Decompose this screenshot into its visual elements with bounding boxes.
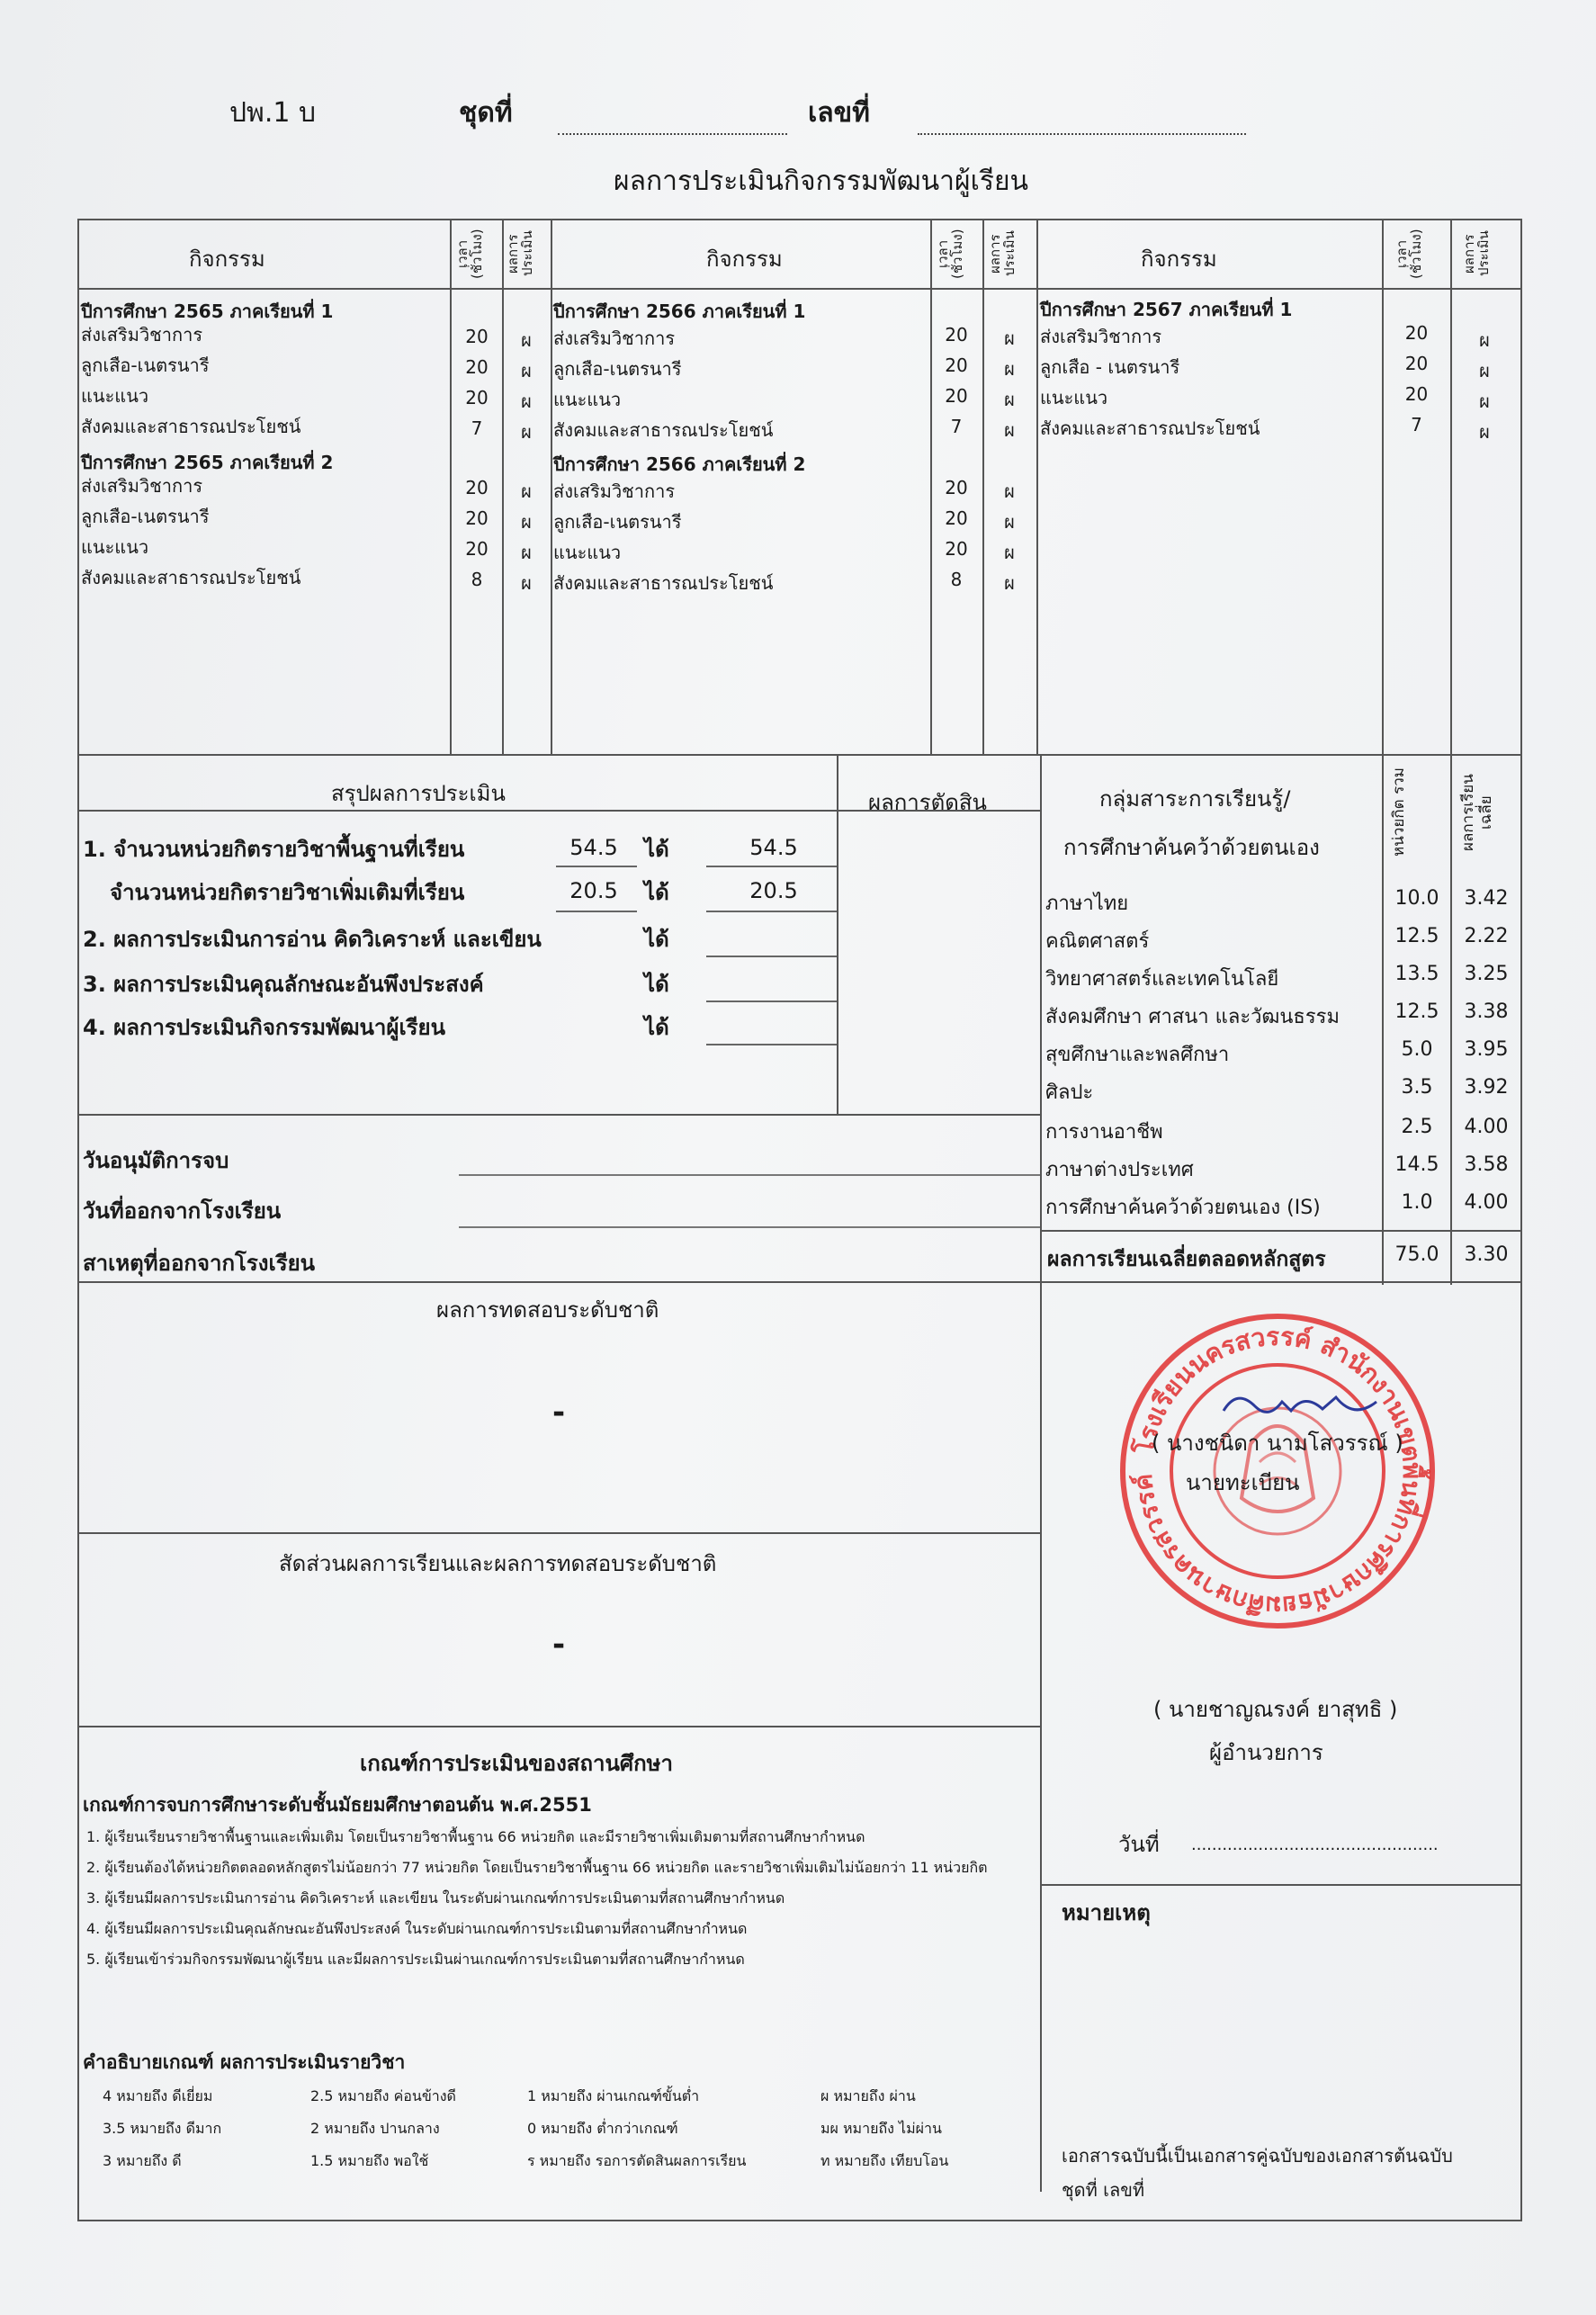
activity-hours: 20 — [465, 356, 489, 378]
activity-result: ผ — [1479, 360, 1490, 381]
activity-result: ผ — [1004, 389, 1015, 410]
col-grade: ผลการเรียน เฉลี่ย — [1459, 774, 1495, 851]
activity-name: สังคมและสาธารณประโยชน์ — [553, 572, 774, 594]
legend-item: 4 หมายถึง ดีเยี่ยม — [103, 2087, 213, 2104]
got-label: ได้ — [644, 972, 669, 997]
activity-hours: 20 — [465, 507, 489, 529]
summary-item-2: 2. ผลการประเมินการอ่าน คิดวิเคราะห์ และเขียน — [83, 927, 542, 952]
activity-name: สังคมและสาธารณประโยชน์ — [1040, 417, 1260, 439]
activity-name: ส่งเสริมวิชาการ — [553, 328, 676, 349]
remarks-note-1: เอกสารฉบับนี้เป็นเอกสารคู่ฉบับของเอกสารต้นฉบับ — [1062, 2145, 1453, 2167]
subject-grade: 3.25 — [1464, 963, 1509, 985]
summary-item-1b-got: 20.5 — [749, 878, 798, 903]
summary-item-1a: 1. จำนวนหน่วยกิตรายวิชาพื้นฐานที่เรียน — [83, 837, 465, 862]
legend-item: มผ หมายถึง ไม่ผ่าน — [820, 2120, 942, 2137]
summary-item-1a-value: 54.5 — [569, 835, 618, 860]
subject-grade: 3.58 — [1464, 1153, 1509, 1176]
activity-result: ผ — [1004, 480, 1015, 502]
activity-name: ส่งเสริมวิชาการ — [1040, 326, 1162, 347]
legend-title: คำอธิบายเกณฑ์ ผลการประเมินรายวิชา — [83, 2051, 406, 2073]
col-hours-3: เวลา (ชั่วโมง) — [1394, 229, 1424, 279]
activity-hours: 20 — [1404, 353, 1429, 374]
activity-name: ลูกเสือ - เนตรนารี — [1040, 356, 1180, 378]
subject-name: ภาษาไทย — [1045, 893, 1129, 915]
activity-result: ผ — [521, 421, 532, 443]
criteria-item: 5. ผู้เรียนเข้าร่วมกิจกรรมพัฒนาผู้เรียน และมีผลการประเมินผ่านเกณฑ์การประเมินตามที่สถานศึกษากำหนด — [86, 1951, 745, 1968]
decision-title: ผลการตัดสิน — [868, 790, 987, 815]
total-credits: 75.0 — [1394, 1243, 1439, 1266]
activity-hours: 20 — [465, 387, 489, 408]
activity-hours: 20 — [465, 477, 489, 498]
legend-item: ร หมายถึง รอการตัดสินผลการเรียน — [527, 2152, 747, 2169]
activity-hours: 20 — [945, 354, 968, 376]
activity-name: แนะแนว — [81, 385, 149, 407]
activity-name: ส่งเสริมวิชาการ — [553, 480, 676, 502]
term-title: ปีการศึกษา 2567 ภาคเรียนที่ 1 — [1040, 299, 1293, 320]
signature-icon — [1219, 1384, 1381, 1429]
form-code: ปพ.1 บ — [229, 97, 317, 129]
activity-result: ผ — [521, 572, 532, 594]
legend-item: 1 หมายถึง ผ่านเกณฑ์ขั้นต่ำ — [527, 2087, 700, 2104]
subject-grade: 3.38 — [1464, 1000, 1509, 1023]
number-label: เลขที่ — [808, 97, 870, 129]
activity-hours: 20 — [1404, 322, 1429, 344]
subject-grade: 3.92 — [1464, 1076, 1509, 1099]
legend-item: ผ หมายถึง ผ่าน — [820, 2087, 916, 2104]
registrar-title: นายทะเบียน — [1186, 1470, 1300, 1495]
summary-item-1b: จำนวนหน่วยกิตรายวิชาเพิ่มเติมที่เรียน — [110, 880, 465, 905]
activity-name: ส่งเสริมวิชาการ — [81, 475, 203, 497]
criteria-subtitle: เกณฑ์การจบการศึกษาระดับชั้นมัธยมศึกษาตอนต้น พ.ศ.2551 — [83, 1794, 592, 1816]
legend-item: 0 หมายถึง ต่ำกว่าเกณฑ์ — [527, 2120, 678, 2137]
activity-hours: 20 — [945, 385, 968, 407]
col-hours-2: เวลา (ชั่วโมง) — [935, 229, 965, 279]
col-activity-2: กิจกรรม — [706, 247, 783, 272]
activity-result: ผ — [1004, 358, 1015, 380]
subject-name: วิทยาศาสตร์และเทคโนโลยี — [1045, 968, 1279, 991]
activity-hours: 7 — [471, 417, 483, 439]
subject-credits: 13.5 — [1394, 963, 1439, 985]
col-result-3: ผลการ ประเมิน — [1461, 230, 1492, 277]
activity-hours: 7 — [1411, 414, 1422, 435]
got-label: ได้ — [644, 1015, 669, 1040]
subject-name: ภาษาต่างประเทศ — [1045, 1159, 1194, 1181]
subject-credits: 3.5 — [1401, 1076, 1433, 1099]
activity-name: ลูกเสือ-เนตรนารี — [553, 511, 682, 533]
section-title: ผลการประเมินกิจกรรมพัฒนาผู้เรียน — [614, 166, 1029, 197]
activity-name: ส่งเสริมวิชาการ — [81, 324, 203, 345]
set-label: ชุดที่ — [459, 97, 513, 129]
registrar-name: ( นางชนิดา นามโสวรรณ์ ) — [1152, 1431, 1403, 1456]
number-line — [918, 133, 1246, 135]
criteria-item: 4. ผู้เรียนมีผลการประเมินคุณลักษณะอันพึงประสงค์ ในระดับผ่านเกณฑ์การประเมินตามที่สถานศึกษากำหนด — [86, 1920, 748, 1937]
activity-result: ผ — [1004, 419, 1015, 441]
criteria-item: 3. ผู้เรียนมีผลการประเมินการอ่าน คิดวิเคราะห์ และเขียน ในระดับผ่านเกณฑ์การประเมินตามที่สถานศึกษากำหนด — [86, 1889, 785, 1907]
criteria-title: เกณฑ์การประเมินของสถานศึกษา — [360, 1751, 673, 1776]
subject-name: การศึกษาค้นคว้าด้วยตนเอง (IS) — [1045, 1197, 1321, 1219]
ratio-value: - — [552, 1627, 566, 1663]
activity-result: ผ — [521, 360, 532, 381]
got-label: ได้ — [644, 837, 669, 862]
activity-name: สังคมและสาธารณประโยชน์ — [81, 416, 301, 437]
activity-hours: 20 — [945, 538, 968, 560]
summary-item-3: 3. ผลการประเมินคุณลักษณะอันพึงประสงค์ — [83, 972, 484, 997]
activity-result: ผ — [521, 390, 532, 412]
remarks-title: หมายเหตุ — [1062, 1900, 1151, 1925]
subject-name: สังคมศึกษา ศาสนา และวัฒนธรรม — [1045, 1006, 1340, 1028]
legend-item: 2.5 หมายถึง ค่อนข้างดี — [310, 2087, 456, 2104]
activity-result: ผ — [521, 480, 532, 502]
activity-hours: 20 — [465, 326, 489, 347]
subject-credits: 2.5 — [1401, 1116, 1433, 1138]
total-grade: 3.30 — [1464, 1243, 1509, 1266]
activity-result: ผ — [1479, 390, 1490, 412]
subject-name: คณิตศาสตร์ — [1045, 930, 1150, 953]
subjects-header-1: กลุ่มสาระการเรียนรู้/ — [1099, 786, 1291, 812]
subject-credits: 12.5 — [1394, 1000, 1439, 1023]
activity-name: สังคมและสาธารณประโยชน์ — [553, 419, 774, 441]
subject-grade: 4.00 — [1464, 1116, 1509, 1138]
legend-item: 2 หมายถึง ปานกลาง — [310, 2120, 440, 2137]
col-credits: หน่วยกิต รวม — [1390, 767, 1408, 857]
col-result-1: ผลการ ประเมิน — [505, 230, 535, 277]
summary-item-1a-got: 54.5 — [749, 835, 798, 860]
subject-credits: 14.5 — [1394, 1153, 1439, 1176]
date-label: วันที่ — [1118, 1832, 1160, 1857]
subject-credits: 10.0 — [1394, 887, 1439, 910]
stamp-text: โรงเรียนนครสวรรค์ สำนักงานเขตพื้นที่การศึกษามัธยมศึกษานครสวรรค์ — [1127, 1321, 1428, 1621]
col-result-2: ผลการ ประเมิน — [987, 230, 1018, 277]
national-test-title: ผลการทดสอบระดับชาติ — [436, 1297, 659, 1323]
got-label: ได้ — [644, 880, 669, 905]
col-activity-1: กิจกรรม — [189, 247, 265, 272]
activity-name: ลูกเสือ-เนตรนารี — [81, 506, 210, 527]
term-title: ปีการศึกษา 2565 ภาคเรียนที่ 1 — [81, 301, 334, 322]
activity-hours: 20 — [465, 538, 489, 560]
set-number-line — [558, 133, 787, 135]
total-label: ผลการเรียนเฉลี่ยตลอดหลักสูตร — [1047, 1248, 1326, 1271]
summary-item-4: 4. ผลการประเมินกิจกรรมพัฒนาผู้เรียน — [83, 1015, 446, 1040]
subject-credits: 12.5 — [1394, 925, 1439, 947]
activity-hours: 8 — [471, 569, 483, 590]
director-title: ผู้อำนวยการ — [1209, 1740, 1323, 1765]
activity-result: ผ — [1004, 542, 1015, 563]
activity-hours: 20 — [1404, 383, 1429, 405]
activity-name: ลูกเสือ-เนตรนารี — [81, 354, 210, 376]
col-hours-1: เวลา (ชั่วโมง) — [454, 229, 485, 279]
legend-item: 3.5 หมายถึง ดีมาก — [103, 2120, 222, 2137]
subject-grade: 2.22 — [1464, 925, 1509, 947]
activity-name: แนะแนว — [553, 389, 622, 410]
ratio-title: สัดส่วนผลการเรียนและผลการทดสอบระดับชาติ — [279, 1551, 717, 1576]
date-dots: ................................................ — [1191, 1835, 1439, 1854]
summary-title: สรุปผลการประเมิน — [331, 781, 506, 806]
activity-name: สังคมและสาธารณประโยชน์ — [81, 567, 301, 588]
legend-item: 3 หมายถึง ดี — [103, 2152, 182, 2169]
activity-hours: 8 — [950, 569, 963, 590]
subject-grade: 4.00 — [1464, 1191, 1509, 1214]
activity-hours: 20 — [945, 477, 968, 498]
legend-item: 1.5 หมายถึง พอใช้ — [310, 2152, 429, 2169]
criteria-item: 2. ผู้เรียนต้องได้หน่วยกิตตลอดหลักสูตรไม่น้อยกว่า 77 หน่วยกิต โดยเป็นรายวิชาพื้นฐาน 66 หน่วยกิต และรายวิชาเพิ่มเติมไม่น้อยกว่า 11 หน่วยกิต — [86, 1859, 988, 1876]
got-label: ได้ — [644, 927, 669, 952]
subjects-header-2: การศึกษาค้นคว้าด้วยตนเอง — [1063, 835, 1320, 860]
approve-date-label: วันอนุมัติการจบ — [83, 1148, 229, 1173]
activity-result: ผ — [1479, 421, 1490, 443]
subject-name: การงานอาชีพ — [1045, 1121, 1163, 1144]
summary-item-1b-value: 20.5 — [569, 878, 618, 903]
leave-reason-label: สาเหตุที่ออกจากโรงเรียน — [83, 1251, 316, 1276]
leave-date-label: วันที่ออกจากโรงเรียน — [83, 1198, 282, 1224]
subject-name: สุขศึกษาและพลศึกษา — [1045, 1044, 1230, 1066]
activity-name: แนะแนว — [1040, 387, 1108, 408]
subject-grade: 3.42 — [1464, 887, 1509, 910]
subject-name: ศิลปะ — [1045, 1081, 1094, 1104]
term-title: ปีการศึกษา 2566 ภาคเรียนที่ 2 — [553, 453, 806, 475]
activity-name: แนะแนว — [553, 542, 622, 563]
term-title: ปีการศึกษา 2566 ภาคเรียนที่ 1 — [553, 301, 806, 322]
activity-result: ผ — [1004, 572, 1015, 594]
activity-hours: 7 — [950, 416, 963, 437]
activity-hours: 20 — [945, 324, 968, 345]
subject-grade: 3.95 — [1464, 1038, 1509, 1061]
legend-item: ท หมายถึง เทียบโอน — [820, 2152, 949, 2169]
col-activity-3: กิจกรรม — [1141, 247, 1217, 272]
activity-result: ผ — [1004, 328, 1015, 349]
activity-name: แนะแนว — [81, 536, 149, 558]
criteria-item: 1. ผู้เรียนเรียนรายวิชาพื้นฐานและเพิ่มเติม โดยเป็นรายวิชาพื้นฐาน 66 หน่วยกิต และมีรายวิชาเพิ่มเติมตามที่สถานศึกษากำหนด — [86, 1828, 865, 1845]
activity-result: ผ — [521, 511, 532, 533]
activity-result: ผ — [521, 542, 532, 563]
term-title: ปีการศึกษา 2565 ภาคเรียนที่ 2 — [81, 452, 334, 473]
subject-credits: 1.0 — [1401, 1191, 1433, 1214]
activity-result: ผ — [521, 329, 532, 351]
activity-hours: 20 — [945, 507, 968, 529]
subject-credits: 5.0 — [1401, 1038, 1433, 1061]
activity-name: ลูกเสือ-เนตรนารี — [553, 358, 682, 380]
activity-result: ผ — [1479, 329, 1490, 351]
national-test-value: - — [552, 1395, 566, 1431]
director-name: ( นายชาญณรงค์ ยาสุทธิ ) — [1153, 1697, 1398, 1722]
remarks-note-2: ชุดที่ เลขที่ — [1062, 2179, 1145, 2201]
activity-result: ผ — [1004, 511, 1015, 533]
